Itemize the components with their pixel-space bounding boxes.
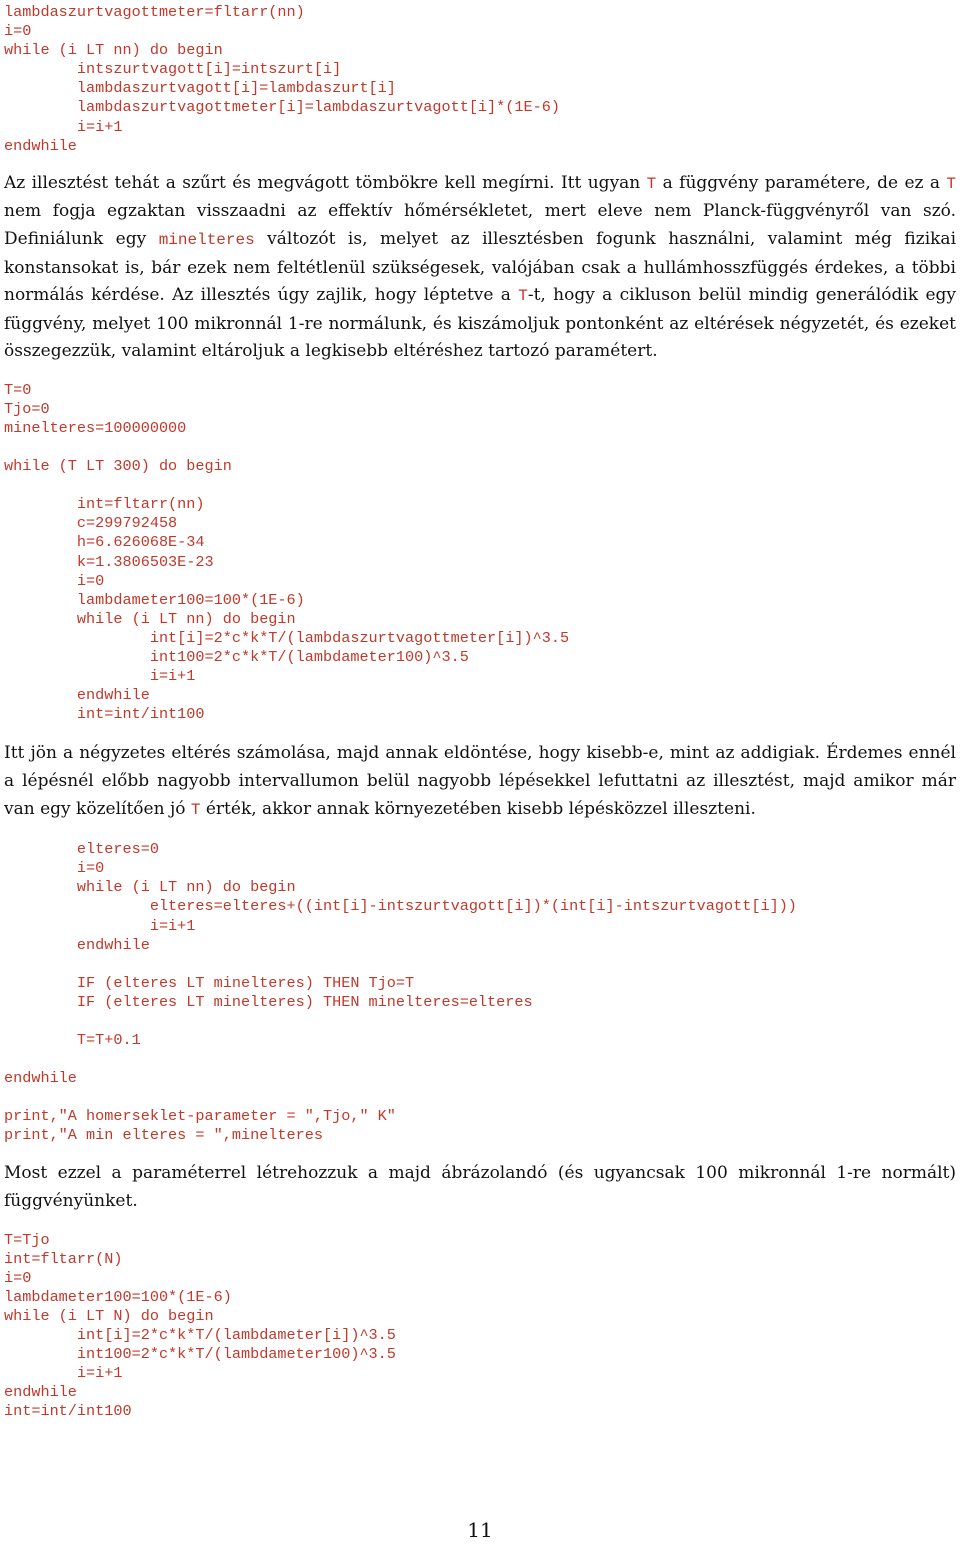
code-line: i=0 (4, 571, 105, 590)
code-line: i=i+1 (4, 1364, 123, 1383)
code-line: T=T+0.1 (4, 1030, 141, 1049)
code-line: k=1.3806503E-23 (4, 552, 214, 571)
code-line: while (i LT nn) do begin (4, 609, 296, 628)
code-line: i=0 (4, 1268, 32, 1287)
code-line: i=0 (4, 859, 105, 878)
code-line: print,"A homerseklet-parameter = ",Tjo," K" (4, 1107, 396, 1126)
code-line: int=fltarr(N) (4, 1249, 123, 1268)
code-line: lambdaszurtvagott[i]=lambdaszurt[i] (4, 79, 396, 98)
code-line: lambdameter100=100*(1E-6) (4, 1287, 232, 1306)
code-line: intszurtvagott[i]=intszurt[i] (4, 60, 342, 79)
code-line: c=299792458 (4, 514, 178, 533)
document-page (4, 3, 956, 1421)
code-line: while (i LT nn) do begin (4, 41, 223, 60)
code-line: endwhile (4, 1383, 77, 1402)
code-line-while-t (4, 457, 956, 476)
paragraph-fit-intro: Az illesztést tehát a szűrt és megvágott tömbökre kell megírni. Itt ugyan T a függvény paramétere, de ez a T nem fogja egzaktan visszaadni az effektív hőmérsékletet, mert eleve nem Planck-függvényről van szó. Definiálunk egy minelteres változót is, melyet az illesztésben fogunk használni, valamint még fizikai konstansokat is, bár ezek nem feltétlenül szükségesek, valójában csak a hullámhosszfüggés érdekes, a többi normálás kérdése. Az illesztés úgy zajlik, hogy léptetve a T-t, hogy a cikluson belül mindig generálódik egy függvény, melyet 100 mikronnál 1-re normálunk, és kiszámoljuk pontonként az eltérések négyzetét, és ezeket összegezzük, valamint eltároljuk a legkisebb eltéréshez tartozó paramétert. (4, 172, 957, 362)
code-line: elteres=0 (4, 840, 159, 859)
code-line: int=fltarr(nn) (4, 495, 205, 514)
paragraph-deviation: Itt jön a négyzetes eltérés számolása, majd annak eldöntése, hogy kisebb-e, mint az addigiak. Érdemes ennél a lépésnél előbb nagyobb intervallumon belül nagyobb lépésekkel lefuttatni az illesztést, majd amikor már van egy közelítően jó T érték, akkor annak környezetében kisebb lépésközzel illeszteni. (4, 743, 956, 819)
code-line: print,"A min elteres = ",minelteres (4, 1126, 323, 1145)
code-block-init (4, 381, 956, 438)
code-line: IF (elteres LT minelteres) THEN Tjo=T (4, 973, 415, 992)
code-block-final (4, 1231, 956, 1422)
code-line: i=0 (4, 22, 32, 41)
code-line: i=i+1 (4, 916, 196, 935)
code-line: int100=2*c*k*T/(lambdameter100)^3.5 (4, 1345, 396, 1364)
code-block-deviation (4, 840, 956, 955)
code-line: endwhile (4, 136, 77, 155)
code-line: Tjo=0 (4, 400, 50, 418)
code-line: int100=2*c*k*T/(lambdameter100)^3.5 (4, 648, 469, 667)
code-line: h=6.626068E-34 (4, 533, 205, 552)
code-line: IF (elteres LT minelteres) THEN minelteres=elteres (4, 992, 533, 1011)
code-line-endwhile (4, 1069, 956, 1088)
code-line: while (T LT 300) do begin (4, 457, 232, 476)
code-line: i=i+1 (4, 117, 123, 136)
code-block-if (4, 974, 956, 1012)
code-line: int=int/int100 (4, 1402, 132, 1421)
code-line: lambdaszurtvagottmeter=fltarr(nn) (4, 3, 305, 21)
code-block-filter (4, 3, 956, 156)
page-number: 11 (467, 1518, 493, 1542)
code-line: lambdameter100=100*(1E-6) (4, 590, 305, 609)
code-line: while (i LT N) do begin (4, 1306, 214, 1325)
code-line: while (i LT nn) do begin (4, 878, 296, 897)
code-line: minelteres=100000000 (4, 419, 187, 438)
code-line: i=i+1 (4, 667, 196, 686)
code-line: int[i]=2*c*k*T/(lambdaszurtvagottmeter[i])^3.5 (4, 628, 570, 647)
code-line-step (4, 1031, 956, 1050)
code-line: lambdaszurtvagottmeter[i]=lambdaszurtvagott[i]*(1E-6) (4, 98, 560, 117)
code-line: int[i]=2*c*k*T/(lambdameter[i])^3.5 (4, 1325, 396, 1344)
code-line: elteres=elteres+((int[i]-intszurtvagott[i])*(int[i]-intszurtvagott[i])) (4, 897, 797, 916)
code-line: T=0 (4, 380, 32, 399)
code-line: T=Tjo (4, 1230, 50, 1249)
code-block-print (4, 1107, 956, 1145)
code-block-model (4, 495, 956, 724)
code-line: endwhile (4, 935, 150, 954)
code-line: endwhile (4, 686, 150, 705)
paragraph-final-function: Most ezzel a paraméterrel létrehozzuk a majd ábrázolandó (és ugyancsak 100 mikronnál 1-re normált) függvényünket. (4, 1163, 956, 1211)
code-line: endwhile (4, 1069, 77, 1088)
code-line: int=int/int100 (4, 705, 205, 724)
